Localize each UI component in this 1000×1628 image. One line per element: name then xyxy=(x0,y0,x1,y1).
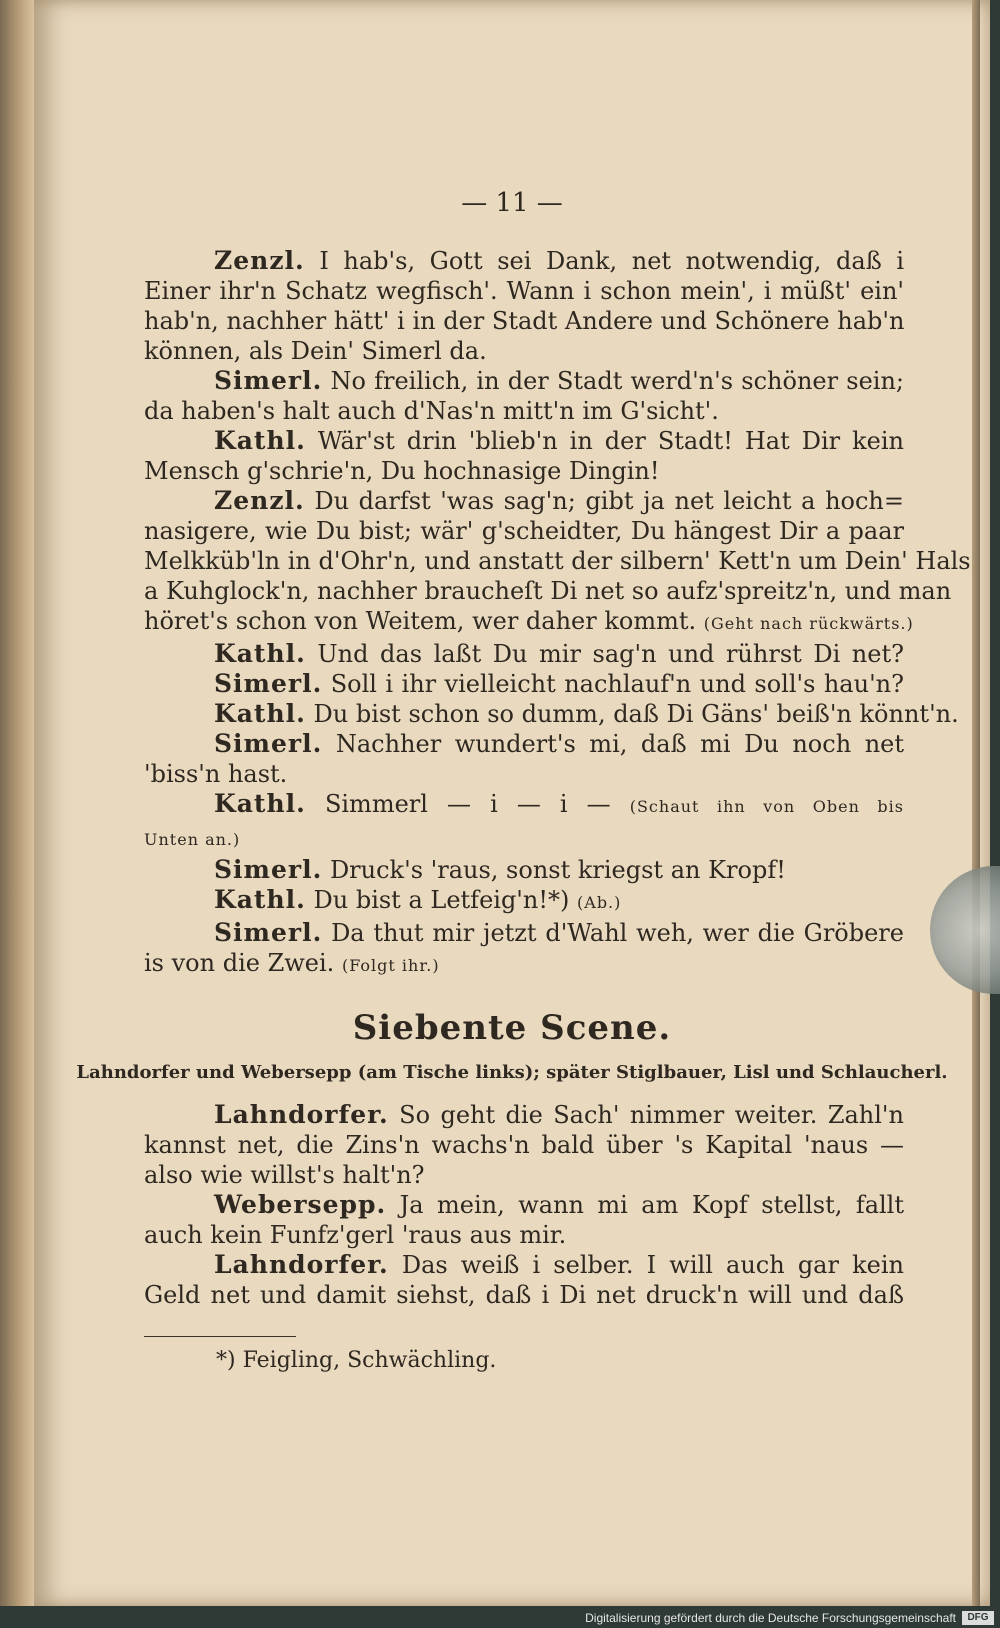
line-text: So geht die Sach' nimmer weiter. Zahl'n xyxy=(399,1101,904,1129)
text-line xyxy=(144,822,904,855)
line-text: Simmerl — i — i — xyxy=(324,790,611,818)
speaker-name: Kathl. xyxy=(214,699,306,728)
text-line xyxy=(144,918,904,948)
dfg-logo: DFG xyxy=(962,1611,994,1625)
text-line xyxy=(144,855,904,885)
line-text: kannst net, die Zins'n wachs'n bald über 's Kapital 'naus — xyxy=(144,1131,904,1159)
text-line xyxy=(144,759,904,789)
line-text: Du bist a Letfeig'n!*) xyxy=(313,886,570,914)
line-text: Druck's 'raus, sonst kriegst an Kropf! xyxy=(329,856,786,884)
text-line xyxy=(144,669,904,699)
text-line xyxy=(144,789,904,822)
speaker-name: Kathl. xyxy=(214,789,306,818)
text-line xyxy=(144,246,904,276)
line-text: höret's schon von Weitem, wer daher kommt. xyxy=(144,607,697,635)
footnote-rule xyxy=(144,1336,296,1337)
line-text: auch kein Funfz'gerl 'raus aus mir. xyxy=(144,1221,567,1249)
speaker-name: Zenzl. xyxy=(214,246,305,275)
dialogue-block-bottom xyxy=(144,1100,904,1310)
line-text: Das weiß i selber. I will auch gar kein xyxy=(401,1251,904,1279)
text-line xyxy=(144,576,952,606)
text-line xyxy=(144,366,904,396)
line-text: hab'n, nachher hätt' i in der Stadt Andere und Schönere hab'n xyxy=(144,307,905,335)
text-line xyxy=(144,306,904,336)
line-text: is von die Zwei. xyxy=(144,949,335,977)
text-line xyxy=(144,456,904,486)
text-line xyxy=(144,336,904,366)
speaker-name: Simerl. xyxy=(214,366,323,395)
scan-edge-left xyxy=(0,0,34,1628)
line-text: I hab's, Gott sei Dank, net notwendig, daß i xyxy=(319,247,905,275)
line-text: Wär'st drin 'blieb'n in der Stadt! Hat Dir kein xyxy=(317,427,904,455)
book-page xyxy=(34,0,990,1606)
scene-cast: Lahndorfer und Webersepp (am Tische links); später Stiglbauer, Lisl und Schlaucherl. xyxy=(76,1062,948,1083)
line-text: können, als Dein' Simerl da. xyxy=(144,337,487,365)
text-line xyxy=(144,516,904,546)
text-line xyxy=(144,606,914,639)
text-line xyxy=(144,948,904,981)
line-text: Du bist schon so dumm, daß Di Gäns' beiß'n könnt'n. xyxy=(313,700,959,728)
text-line xyxy=(144,1220,904,1250)
line-text: Geld net und damit siehst, daß i Di net druck'n will und daß xyxy=(144,1281,904,1309)
text-line xyxy=(144,1250,904,1280)
credit-bar xyxy=(0,1606,1000,1628)
text-line xyxy=(144,1160,904,1190)
line-text: Melkküb'ln in d'Ohr'n, und anstatt der silbern' Kett'n um Dein' Hals xyxy=(144,547,971,575)
scene-title: Siebente Scene. xyxy=(352,1008,672,1048)
line-text: also wie willst's halt'n? xyxy=(144,1161,425,1189)
line-text: No freilich, in der Stadt werd'n's schöner sein; xyxy=(330,367,904,395)
text-line xyxy=(144,1130,904,1160)
speaker-name: Kathl. xyxy=(214,885,306,914)
line-text: Und das laßt Du mir sag'n und rührst Di net? xyxy=(317,640,904,668)
text-line xyxy=(144,699,959,729)
line-text: Nachher wundert's mi, daß mi Du noch net xyxy=(335,730,904,758)
text-line xyxy=(144,885,904,918)
line-text: a Kuhglock'n, nachher braucheſt Di net so aufz'spreitz'n, und man xyxy=(144,577,952,605)
speaker-name: Kathl. xyxy=(214,426,306,455)
dialogue-block-top xyxy=(144,246,971,981)
text-line xyxy=(144,1100,904,1130)
line-text: Einer ihr'n Schatz wegfisch'. Wann i schon mein', i müßt' ein' xyxy=(144,277,904,305)
line-text: nasigere, wie Du bist; wär' g'scheidter, Du hängest Dir a paar xyxy=(144,517,904,545)
line-text: Da thut mir jetzt d'Wahl weh, wer die Gröbere xyxy=(331,919,904,947)
speaker-name: Kathl. xyxy=(214,639,306,668)
speaker-name: Lahndorfer. xyxy=(214,1250,389,1279)
page-number: — 11 — xyxy=(461,188,563,218)
text-line xyxy=(144,396,904,426)
stage-direction: (Geht nach rückwärts.) xyxy=(703,614,914,633)
stage-direction: Unten an.) xyxy=(144,830,241,849)
text-line xyxy=(144,1280,904,1310)
stage-direction: (Folgt ihr.) xyxy=(341,956,440,975)
speaker-name: Lahndorfer. xyxy=(214,1100,389,1129)
speaker-name: Simerl. xyxy=(214,855,323,884)
text-line xyxy=(144,546,971,576)
line-text: Ja mein, wann mi am Kopf stellst, fallt xyxy=(399,1191,905,1219)
text-line xyxy=(144,1190,904,1220)
footnote: *) Feigling, Schwächling. xyxy=(216,1348,497,1373)
line-text: da haben's halt auch d'Nas'n mitt'n im G'sicht'. xyxy=(144,397,719,425)
line-text: Soll i ihr vielleicht nachlauf'n und soll's hau'n? xyxy=(330,670,904,698)
text-line xyxy=(144,639,904,669)
line-text: 'biss'n hast. xyxy=(144,760,288,788)
credit-text: Digitalisierung gefördert durch die Deutsche Forschungsgemeinschaft xyxy=(585,1611,956,1625)
speaker-name: Simerl. xyxy=(214,669,323,698)
page-edge xyxy=(972,0,980,1606)
text-line xyxy=(144,276,904,306)
stage-direction: (Schaut ihn von Oben bis xyxy=(629,797,904,816)
stage-direction: (Ab.) xyxy=(577,893,622,912)
speaker-name: Simerl. xyxy=(214,729,323,758)
text-line xyxy=(144,729,904,759)
speaker-name: Zenzl. xyxy=(214,486,305,515)
line-text: Du darfst 'was sag'n; gibt ja net leicht a hoch= xyxy=(314,487,904,515)
line-text: Mensch g'schrie'n, Du hochnasige Dingin! xyxy=(144,457,660,485)
speaker-name: Simerl. xyxy=(214,918,323,947)
text-line xyxy=(144,426,904,456)
speaker-name: Webersepp. xyxy=(214,1190,387,1219)
text-line xyxy=(144,486,904,516)
